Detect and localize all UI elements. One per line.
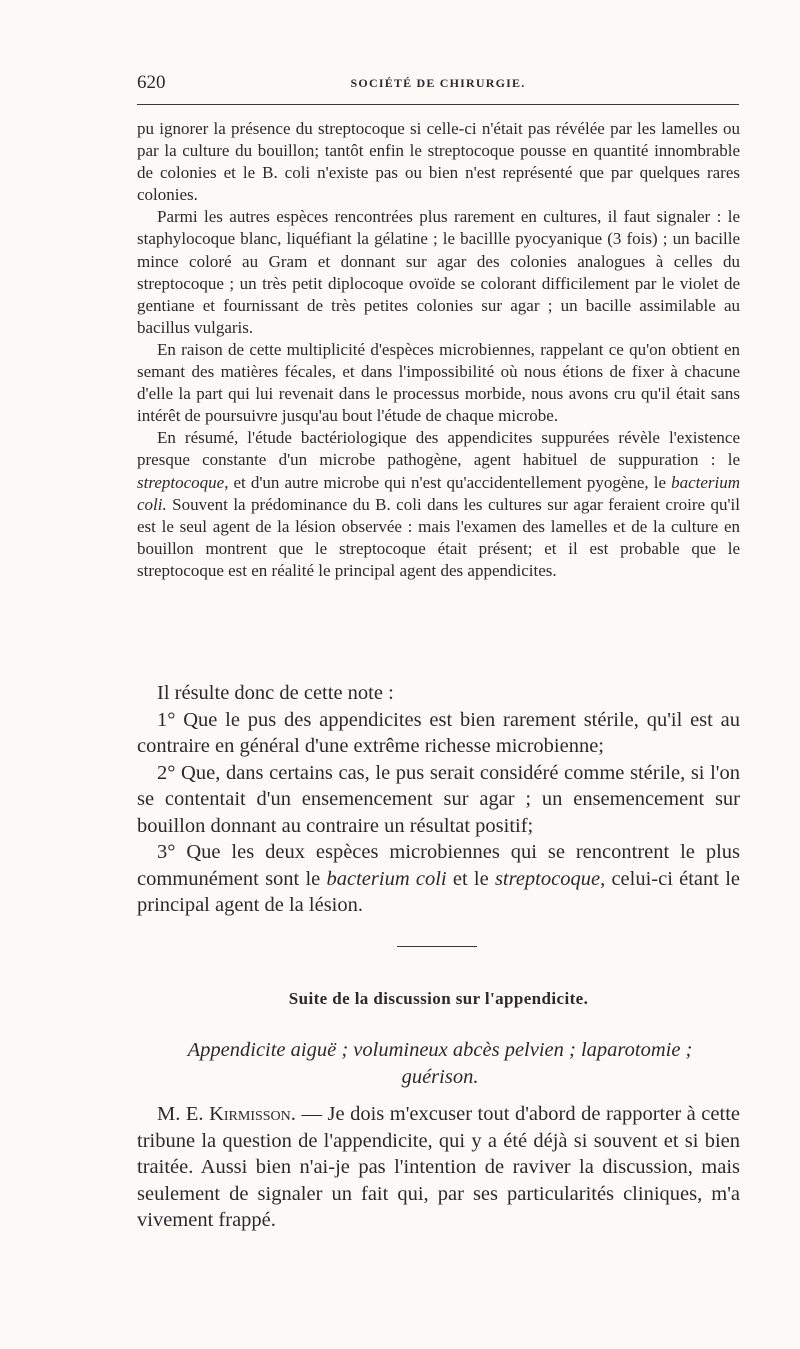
para4-part-a: En résumé, l'étude bactériologique des appendicites suppurées révèle l'existence presque constante d'un microbe pathogène, agent habituel de suppuration : le: [137, 428, 740, 470]
speaker-name: M. E. Kirmisson.: [157, 1103, 296, 1125]
item3-part-c: et le: [446, 867, 495, 890]
item3-part-e: , celui-ci étant le principal agent de la lésion.: [137, 867, 741, 916]
paragraph-2: Parmi les autres espèces rencontrées plus rarement en cultures, il faut signaler : le staphylocoque blanc, liquéfiant la gélatine ; le bacillle pyocyanique (3 fois) ; un bacille mince coloré au Gram et donnant sur agar des colonies analogues à celles du streptocoque ; un très petit diplocoque ovoïde se colorant difficilement par le violet de gentiane et fournissant de très petites colonies sur agar ; un bacille assimilable au bacillus vulgaris.: [137, 207, 740, 337]
item3-bacterium-coli: bacterium coli: [326, 867, 447, 890]
paragraph-3: En raison de cette multiplicité d'espèces microbiennes, rappelant ce qu'on obtient en semant des matières fécales, et dans l'impossibilité où nous étions de fixer à chacune d'elle la part qui lui revenait dans le processus morbide, nous avons cru qu'il était sans intérêt de poursuivre jusqu'au bout l'étude de chaque microbe.: [137, 339, 740, 426]
bacteriology-text: [137, 118, 740, 582]
conclusion-item-1: 1° Que le pus des appendicites est bien rarement stérile, qu'il est au contraire en général d'une extrême richesse microbienne;: [137, 708, 740, 757]
para4-part-e: Souvent la prédominance du B. coli dans les cultures sur agar feraient croire qu'il est le seul agent de la lésion observée : mais l'examen des lamelles et de la culture en bouillon montrent que le streptocoque était présent; et il est probable que le streptocoque est en réalité le principal agent des appendicites.: [137, 494, 740, 580]
section-heading: Suite de la discussion sur l'appendicite.: [288, 989, 589, 1008]
conclusion-item-3: [137, 839, 740, 919]
para4-bacterium-coli: bacterium coli.: [137, 472, 740, 514]
speech-text: — Je dois m'excuser tout d'abord de rapporter à cette tribune la question de l'appendicite, qui y a été déjà si souvent et si bien traitée. Aussi bien n'ai-je pas l'intention de raviver la discussion, mais seulement de signaler un fait qui, par ses particularités cliniques, m'a vivement frappé.: [137, 1103, 740, 1231]
conclusion-item-2: 2° Que, dans certains cas, le pus serait considéré comme stérile, si l'on se contentait d'un ensemencement sur agar ; un ensemencement sur bouillon donnant au contraire un résultat positif;: [137, 761, 740, 837]
para4-streptocoque: streptocoque: [137, 472, 225, 492]
header-rule: [137, 104, 739, 105]
conclusion-intro: Il résulte donc de cette note :: [157, 682, 394, 704]
section-divider: [397, 946, 477, 947]
item3-part-a: 3° Que les deux espèces microbiennes qui se rencontrent le plus communément sont le: [137, 841, 740, 890]
case-subheading: Appendicite aiguë ; volumineux abcès pelvien ; laparotomie ; guérison.: [187, 1039, 693, 1088]
speech-section: [137, 1101, 740, 1234]
paragraph-1: pu ignorer la présence du streptocoque si celle-ci n'était pas révélée par les lamelles ou par la culture du bouillon; tantôt enfin le streptocoque pousse en quantité innombrable de colonies et le B. coli n'existe pas ou bien n'est représenté que par quelques rares colonies.: [137, 119, 740, 205]
speech-paragraph: [137, 1101, 740, 1234]
running-title: SOCIÉTÉ DE CHIRURGIE.: [350, 76, 526, 90]
page-header: [137, 72, 739, 102]
para4-part-c: , et d'un autre microbe qui n'est qu'accidentellement pyogène, le: [224, 472, 672, 492]
page-number: 620: [137, 72, 166, 93]
conclusion-section: [137, 680, 740, 919]
item3-streptocoque: streptocoque: [494, 867, 601, 890]
paragraph-4: [137, 427, 740, 582]
